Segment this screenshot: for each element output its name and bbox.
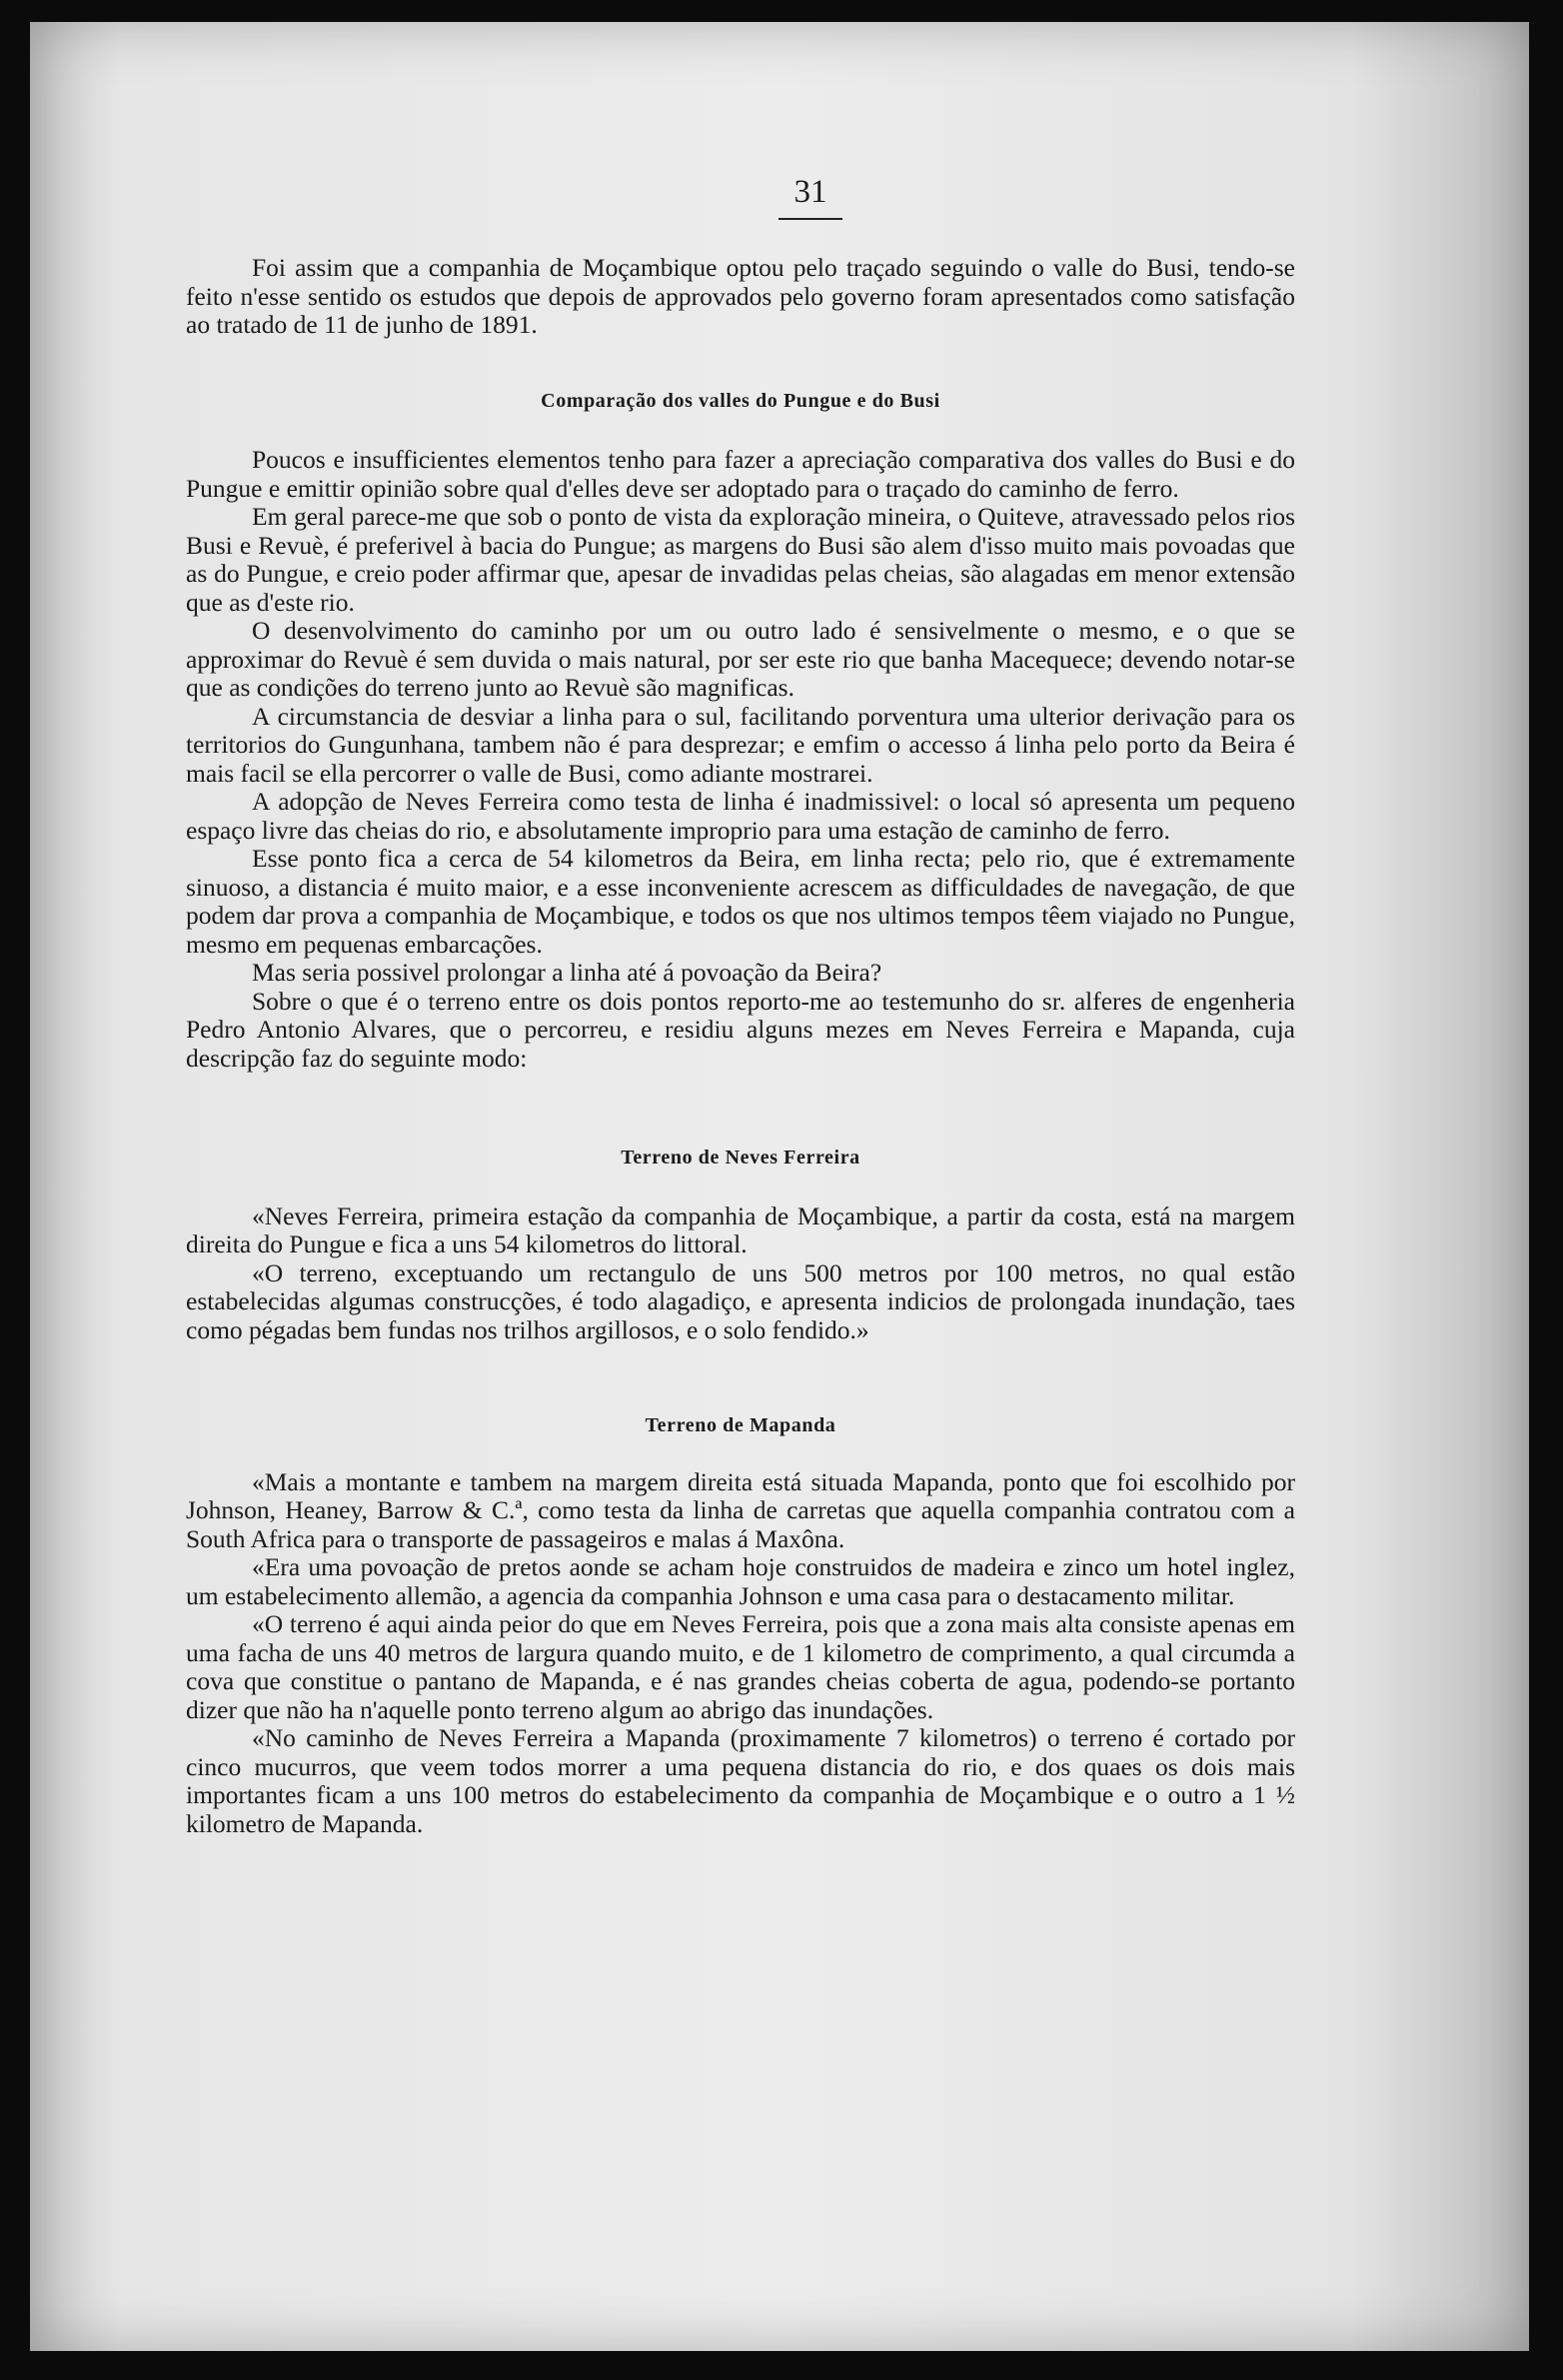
paragraph: Esse ponto fica a cerca de 54 kilometros da Beira, em linha recta; pelo rio, que é extremamente sinuoso, a distancia é muito maior, e a esse inconveniente acrescem as difficuldades de navegação, de que podem dar prova a companhia de Moçambique, e todos os que nos ultimos tempos têem viajado no Pungue, mesmo em pequenas embarcações. xyxy=(186,844,1295,959)
page-content xyxy=(186,172,1295,1838)
page-number: 31 xyxy=(326,172,1295,212)
paragraph: A adopção de Neves Ferreira como testa de linha é inadmissivel: o local só apresenta um pequeno espaço livre das cheias do rio, e absolutamente improprio para uma estação de caminho de ferro. xyxy=(186,787,1295,845)
paragraph: Sobre o que é o terreno entre os dois pontos reporto-me ao testemunho do sr. alferes de engenheria Pedro Antonio Alvares, que o percorreu, e residiu alguns mezes em Neves Ferreira e Mapanda, cuja descripção faz do seguinte modo: xyxy=(186,986,1295,1073)
paragraph: Foi assim que a companhia de Moçambique optou pelo traçado seguindo o valle do Busi, tendo-se feito n'esse sentido os estudos que depois de approvados pelo governo foram apresentados como satisfação ao tratado de 11 de junho de 1891. xyxy=(186,253,1295,339)
paragraph: «Era uma povoação de pretos aonde se acham hoje construidos de madeira e zinco um hotel inglez, um estabelecimento allemão, a agencia da companhia Johnson e uma casa para o destacamento militar. xyxy=(186,1552,1295,1610)
paragraph: Poucos e insufficientes elementos tenho para fazer a apreciação comparativa dos valles do Busi e do Pungue e emittir opinião sobre qual d'elles deve ser adoptado para o traçado do caminho de ferro. xyxy=(186,445,1295,503)
paragraph: A circumstancia de desviar a linha para o sul, facilitando porventura uma ulterior derivação para os territorios do Gungunhana, tambem não é para desprezar; e emfim o accesso á linha pelo porto da Beira é mais facil se ella percorrer o valle de Busi, como adiante mostrarei. xyxy=(186,701,1295,788)
section-title-neves-ferreira: Terreno de Neves Ferreira xyxy=(621,1147,860,1169)
paragraph: «O terreno, exceptuando um rectangulo de uns 500 metros por 100 metros, no qual estão estabelecidas algumas construcções, é todo alagadiço, e apresenta indicios de prolongada inundação, taes como pégadas bem fundas nos trilhos argillosos, e o solo fendido.» xyxy=(186,1257,1295,1344)
paragraph: «Mais a montante e tambem na margem direita está situada Mapanda, ponto que foi escolhido por Johnson, Heaney, Barrow & C.ª, como testa da linha de carretas que aquella companhia contratou com a South Africa para o transporte de passageiros e malas á Maxôna. xyxy=(186,1466,1295,1553)
paragraph: Em geral parece-me que sob o ponto de vista da exploração mineira, o Quiteve, atravessado pelos rios Busi e Revuè, é preferivel à bacia do Pungue; as margens do Busi são alem d'isso muito mais povoadas que as do Pungue, e creio poder affirmar que, apesar de invadidas pelas cheias, são alagadas em menor extensão que as d'este rio. xyxy=(186,502,1295,617)
section-title-mapanda: Terreno de Mapanda xyxy=(645,1414,836,1436)
paragraph: «No caminho de Neves Ferreira a Mapanda (proximamente 7 kilometros) o terreno é cortado por cinco mucurros, que veem todos morrer a uma pequena distancia do rio, e dos quaes os dois mais importantes ficam a uns 100 metros do estabelecimento da companhia de Moçambique e o outro a 1 ½ kilometro de Mapanda. xyxy=(186,1723,1295,1838)
paragraph: Mas seria possivel prolongar a linha até á povoação da Beira? xyxy=(252,958,882,987)
section-title-comparacao: Comparação dos valles do Pungue e do Busi xyxy=(541,389,940,412)
scanned-page xyxy=(30,22,1529,2351)
paragraph: «Neves Ferreira, primeira estação da companhia de Moçambique, a partir da costa, está na margem direita do Pungue e fica a uns 54 kilometros do littoral. xyxy=(186,1200,1295,1258)
paragraph: «O terreno é aqui ainda peior do que em Neves Ferreira, pois que a zona mais alta consiste apenas em uma facha de uns 40 metros de largura quando muito, e de 1 kilometro de comprimento, a qual circumda a cova que constitue o pantano de Mapanda, e é nas grandes cheias coberta de agua, podendo-se portanto dizer que não ha n'aquelle ponto terreno algum ao abrigo das inundações. xyxy=(186,1609,1295,1724)
paragraph: O desenvolvimento do caminho por um ou outro lado é sensivelmente o mesmo, e o que se approximar do Revuè é sem duvida o mais natural, por ser este rio que banha Macequece; devendo notar-se que as condições do terreno junto ao Revuè são magnificas. xyxy=(186,616,1295,702)
